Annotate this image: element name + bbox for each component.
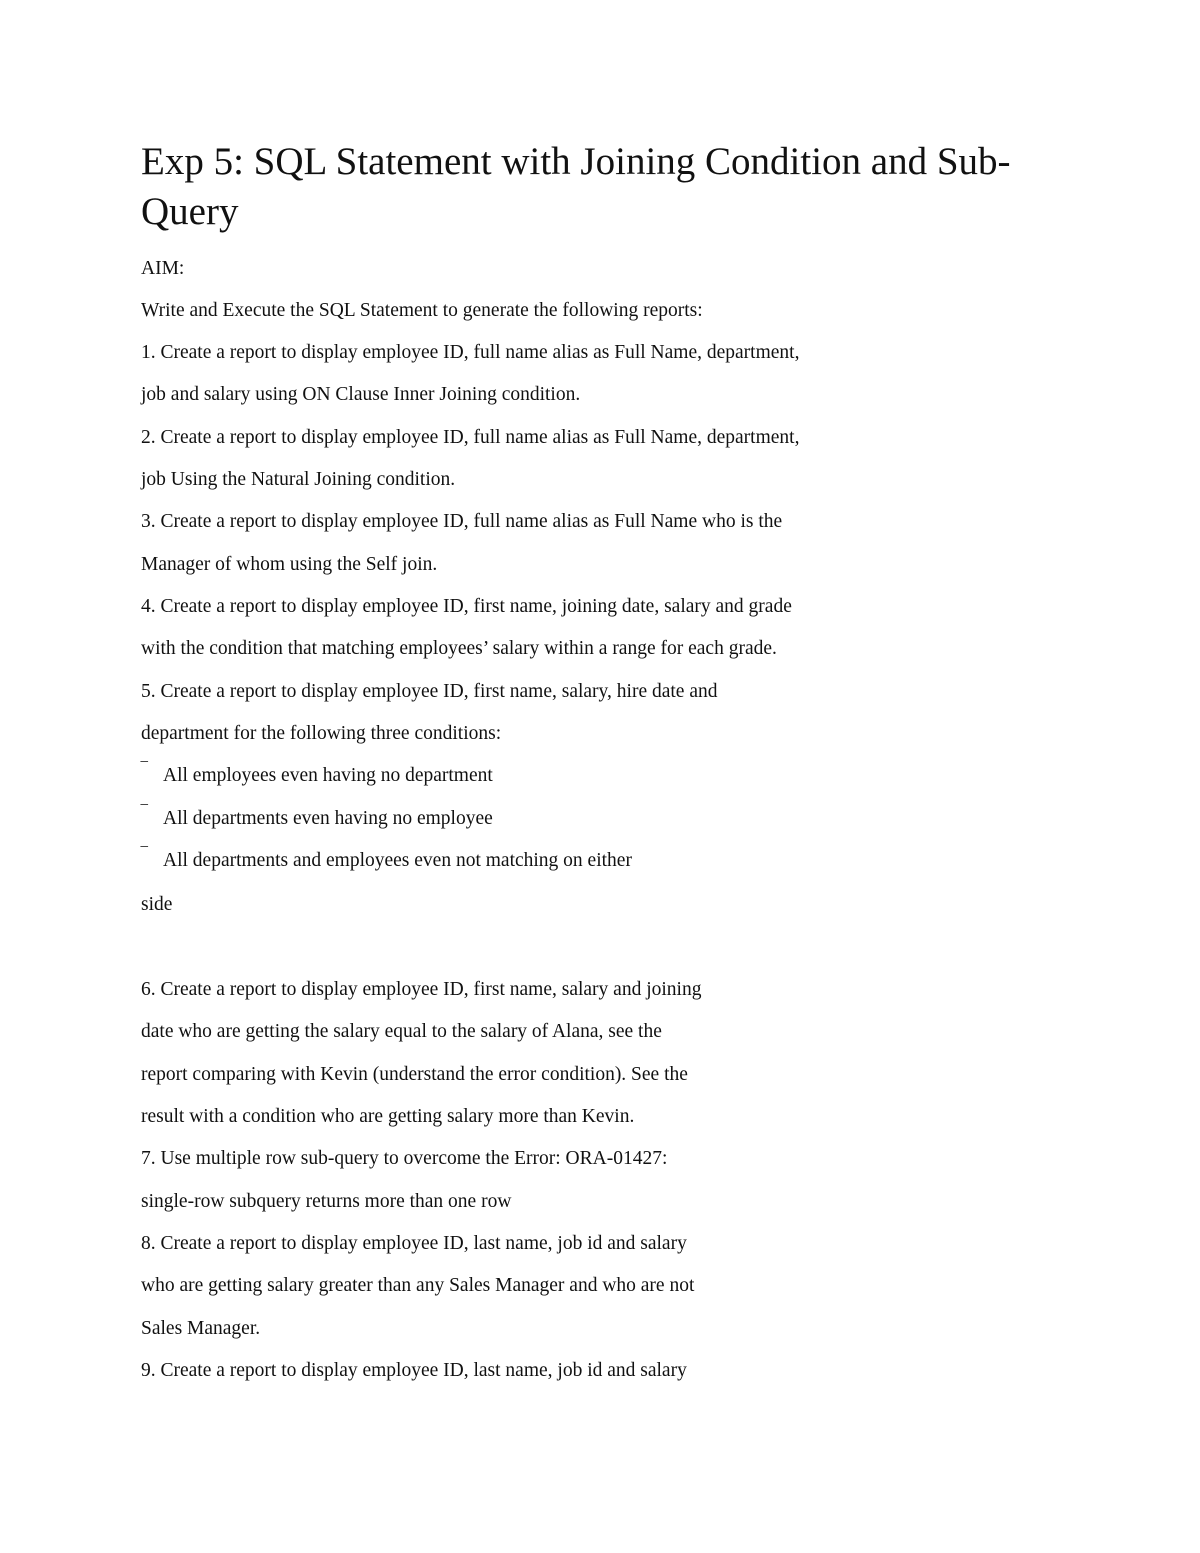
bullet-dash-icon: ‾ xyxy=(141,761,148,782)
task-7-line-1: 7. Use multiple row sub-query to overcome the Error: ORA-01427: xyxy=(141,1148,668,1169)
task-3-line-2: Manager of whom using the Self join. xyxy=(141,554,438,575)
task-9-line-1: 9. Create a report to display employee ID, last name, job id and salary xyxy=(141,1360,687,1381)
task-5-line-1: 5. Create a report to display employee ID, first name, salary, hire date and xyxy=(141,681,718,702)
task-6-line-4: result with a condition who are getting salary more than Kevin. xyxy=(141,1106,635,1127)
aim-label: AIM: xyxy=(141,258,185,279)
task-6-line-1: 6. Create a report to display employee ID, first name, salary and joining xyxy=(141,979,702,1000)
bullet-text: All employees even having no department xyxy=(163,765,493,786)
bullet-item xyxy=(141,848,632,874)
bullet-dash-icon: ‾ xyxy=(141,804,148,825)
intro-text: Write and Execute the SQL Statement to generate the following reports: xyxy=(141,300,703,321)
task-6-line-2: date who are getting the salary equal to the salary of Alana, see the xyxy=(141,1021,662,1042)
bullet-dash-icon: ‾ xyxy=(141,846,148,867)
task-3-line-1: 3. Create a report to display employee ID, full name alias as Full Name who is the xyxy=(141,511,783,532)
bullet-continuation: side xyxy=(141,894,173,915)
bullet-text: All departments even having no employee xyxy=(163,808,493,829)
page-title: Exp 5: SQL Statement with Joining Condition and Sub-Query xyxy=(141,140,1011,233)
task-8-line-3: Sales Manager. xyxy=(141,1318,261,1339)
task-5-line-2: department for the following three conditions: xyxy=(141,723,502,744)
task-8-line-2: who are getting salary greater than any Sales Manager and who are not xyxy=(141,1275,695,1296)
bullet-text: All departments and employees even not matching on either xyxy=(163,850,632,871)
task-1-line-1: 1. Create a report to display employee ID, full name alias as Full Name, department, xyxy=(141,342,800,363)
bullet-item xyxy=(141,763,493,789)
task-8-line-1: 8. Create a report to display employee ID, last name, job id and salary xyxy=(141,1233,687,1254)
task-4-line-2: with the condition that matching employees’ salary within a range for each grade. xyxy=(141,638,777,659)
task-2-line-1: 2. Create a report to display employee ID, full name alias as Full Name, department, xyxy=(141,427,800,448)
bullet-item xyxy=(141,806,493,832)
task-7-line-2: single-row subquery returns more than one row xyxy=(141,1191,512,1212)
task-2-line-2: job Using the Natural Joining condition. xyxy=(141,469,456,490)
task-4-line-1: 4. Create a report to display employee ID, first name, joining date, salary and grade xyxy=(141,596,792,617)
task-1-line-2: job and salary using ON Clause Inner Joining condition. xyxy=(141,384,581,405)
task-6-line-3: report comparing with Kevin (understand the error condition). See the xyxy=(141,1064,688,1085)
